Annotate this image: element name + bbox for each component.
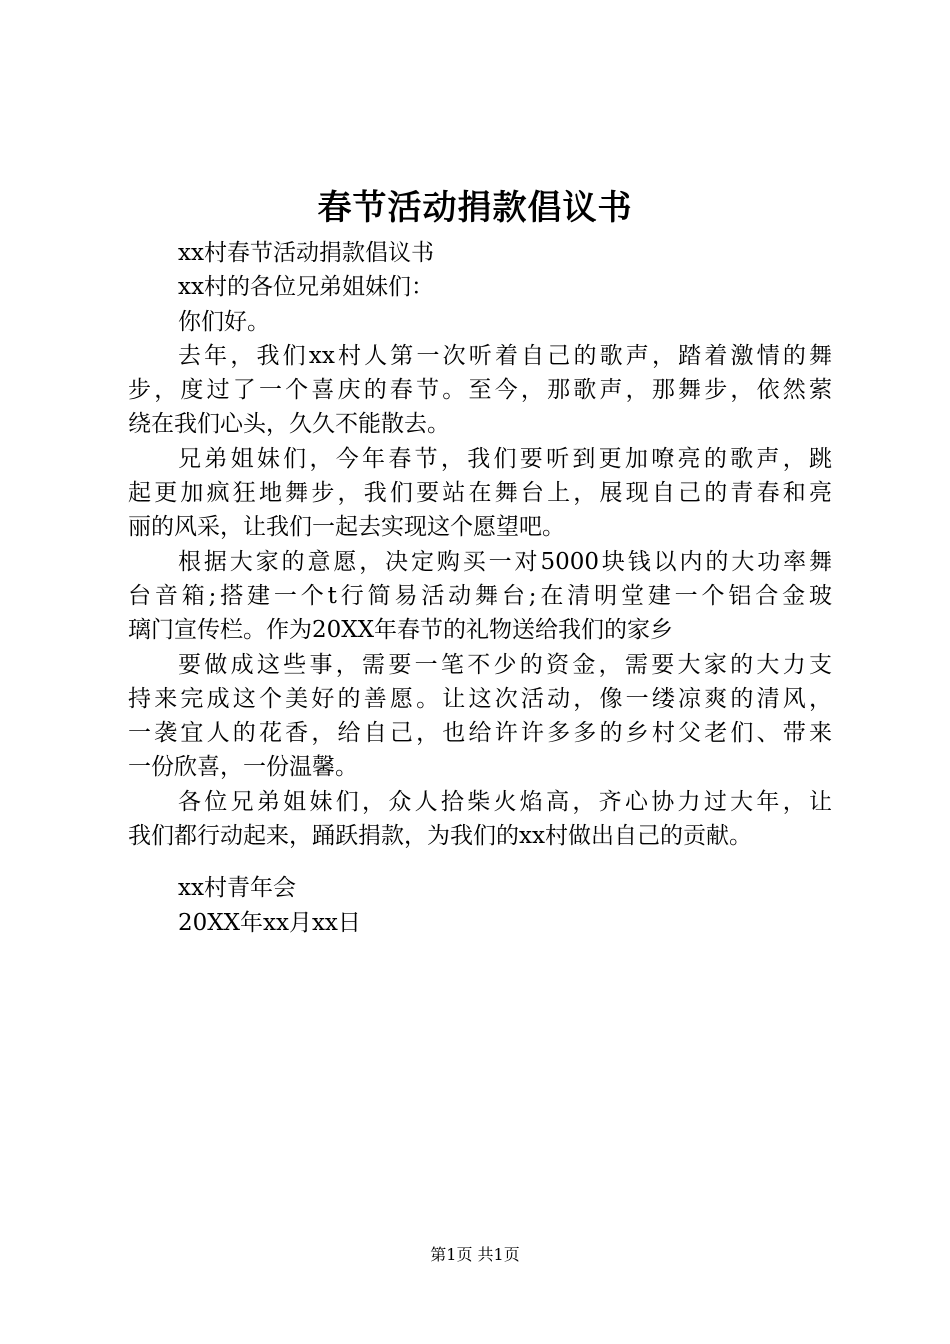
document-title: 春节活动捐款倡议书 [317, 188, 633, 228]
paragraph-4-line-3: 一袭宜人的花香，给自己，也给许许多多的乡村父老们、带来 [128, 720, 832, 747]
page-indicator: 第1页 共1页 [430, 1245, 520, 1264]
paragraph-2-line-2: 起更加疯狂地舞步，我们要站在舞台上，展现自己的青春和亮 [128, 480, 832, 507]
paragraph-5-line-1: 各位兄弟姐妹们，众人拾柴火焰高，齐心协力过大年，让 [178, 788, 832, 815]
paragraph-1-line-1: 去年，我们xx村人第一次听着自己的歌声，踏着激情的舞 [178, 342, 832, 369]
paragraph-2-line-1: 兄弟姐妹们，今年春节，我们要听到更加嘹亮的歌声，跳 [178, 445, 832, 472]
signature-organization: xx村青年会 [178, 875, 296, 902]
paragraph-4-line-2: 持来完成这个美好的善愿。让这次活动，像一缕凉爽的清风， [128, 685, 832, 712]
paragraph-2-line-3: 丽的风采，让我们一起去实现这个愿望吧。 [128, 514, 565, 541]
body-line-heading: xx村春节活动捐款倡议书 [178, 240, 434, 266]
paragraph-1-line-3: 绕在我们心头，久久不能散去。 [128, 411, 450, 438]
body-line-greeting: 你们好。 [178, 308, 270, 335]
paragraph-4-line-4: 一份欣喜，一份温馨。 [128, 754, 358, 781]
body-line-salutation: xx村的各位兄弟姐妹们： [178, 274, 434, 301]
paragraph-3-line-3: 璃门宣传栏。作为20XX年春节的礼物送给我们的家乡 [128, 617, 674, 644]
document-body [128, 236, 832, 940]
signature-date: 20XX年xx月xx日 [178, 909, 361, 936]
paragraph-5-line-2: 我们都行动起来，踊跃捐款，为我们的xx村做出自己的贡献。 [128, 823, 752, 850]
signature-spacer [128, 853, 832, 871]
paragraph-4-line-1: 要做成这些事，需要一笔不少的资金，需要大家的大力支 [178, 651, 832, 678]
paragraph-1-line-2: 步，度过了一个喜庆的春节。至今，那歌声，那舞步，依然萦 [128, 377, 832, 404]
paragraph-3-line-1: 根据大家的意愿，决定购买一对5000块钱以内的大功率舞 [178, 548, 832, 575]
paragraph-3-line-2: 台音箱;搭建一个t行简易活动舞台;在清明堂建一个铝合金玻 [128, 582, 832, 609]
